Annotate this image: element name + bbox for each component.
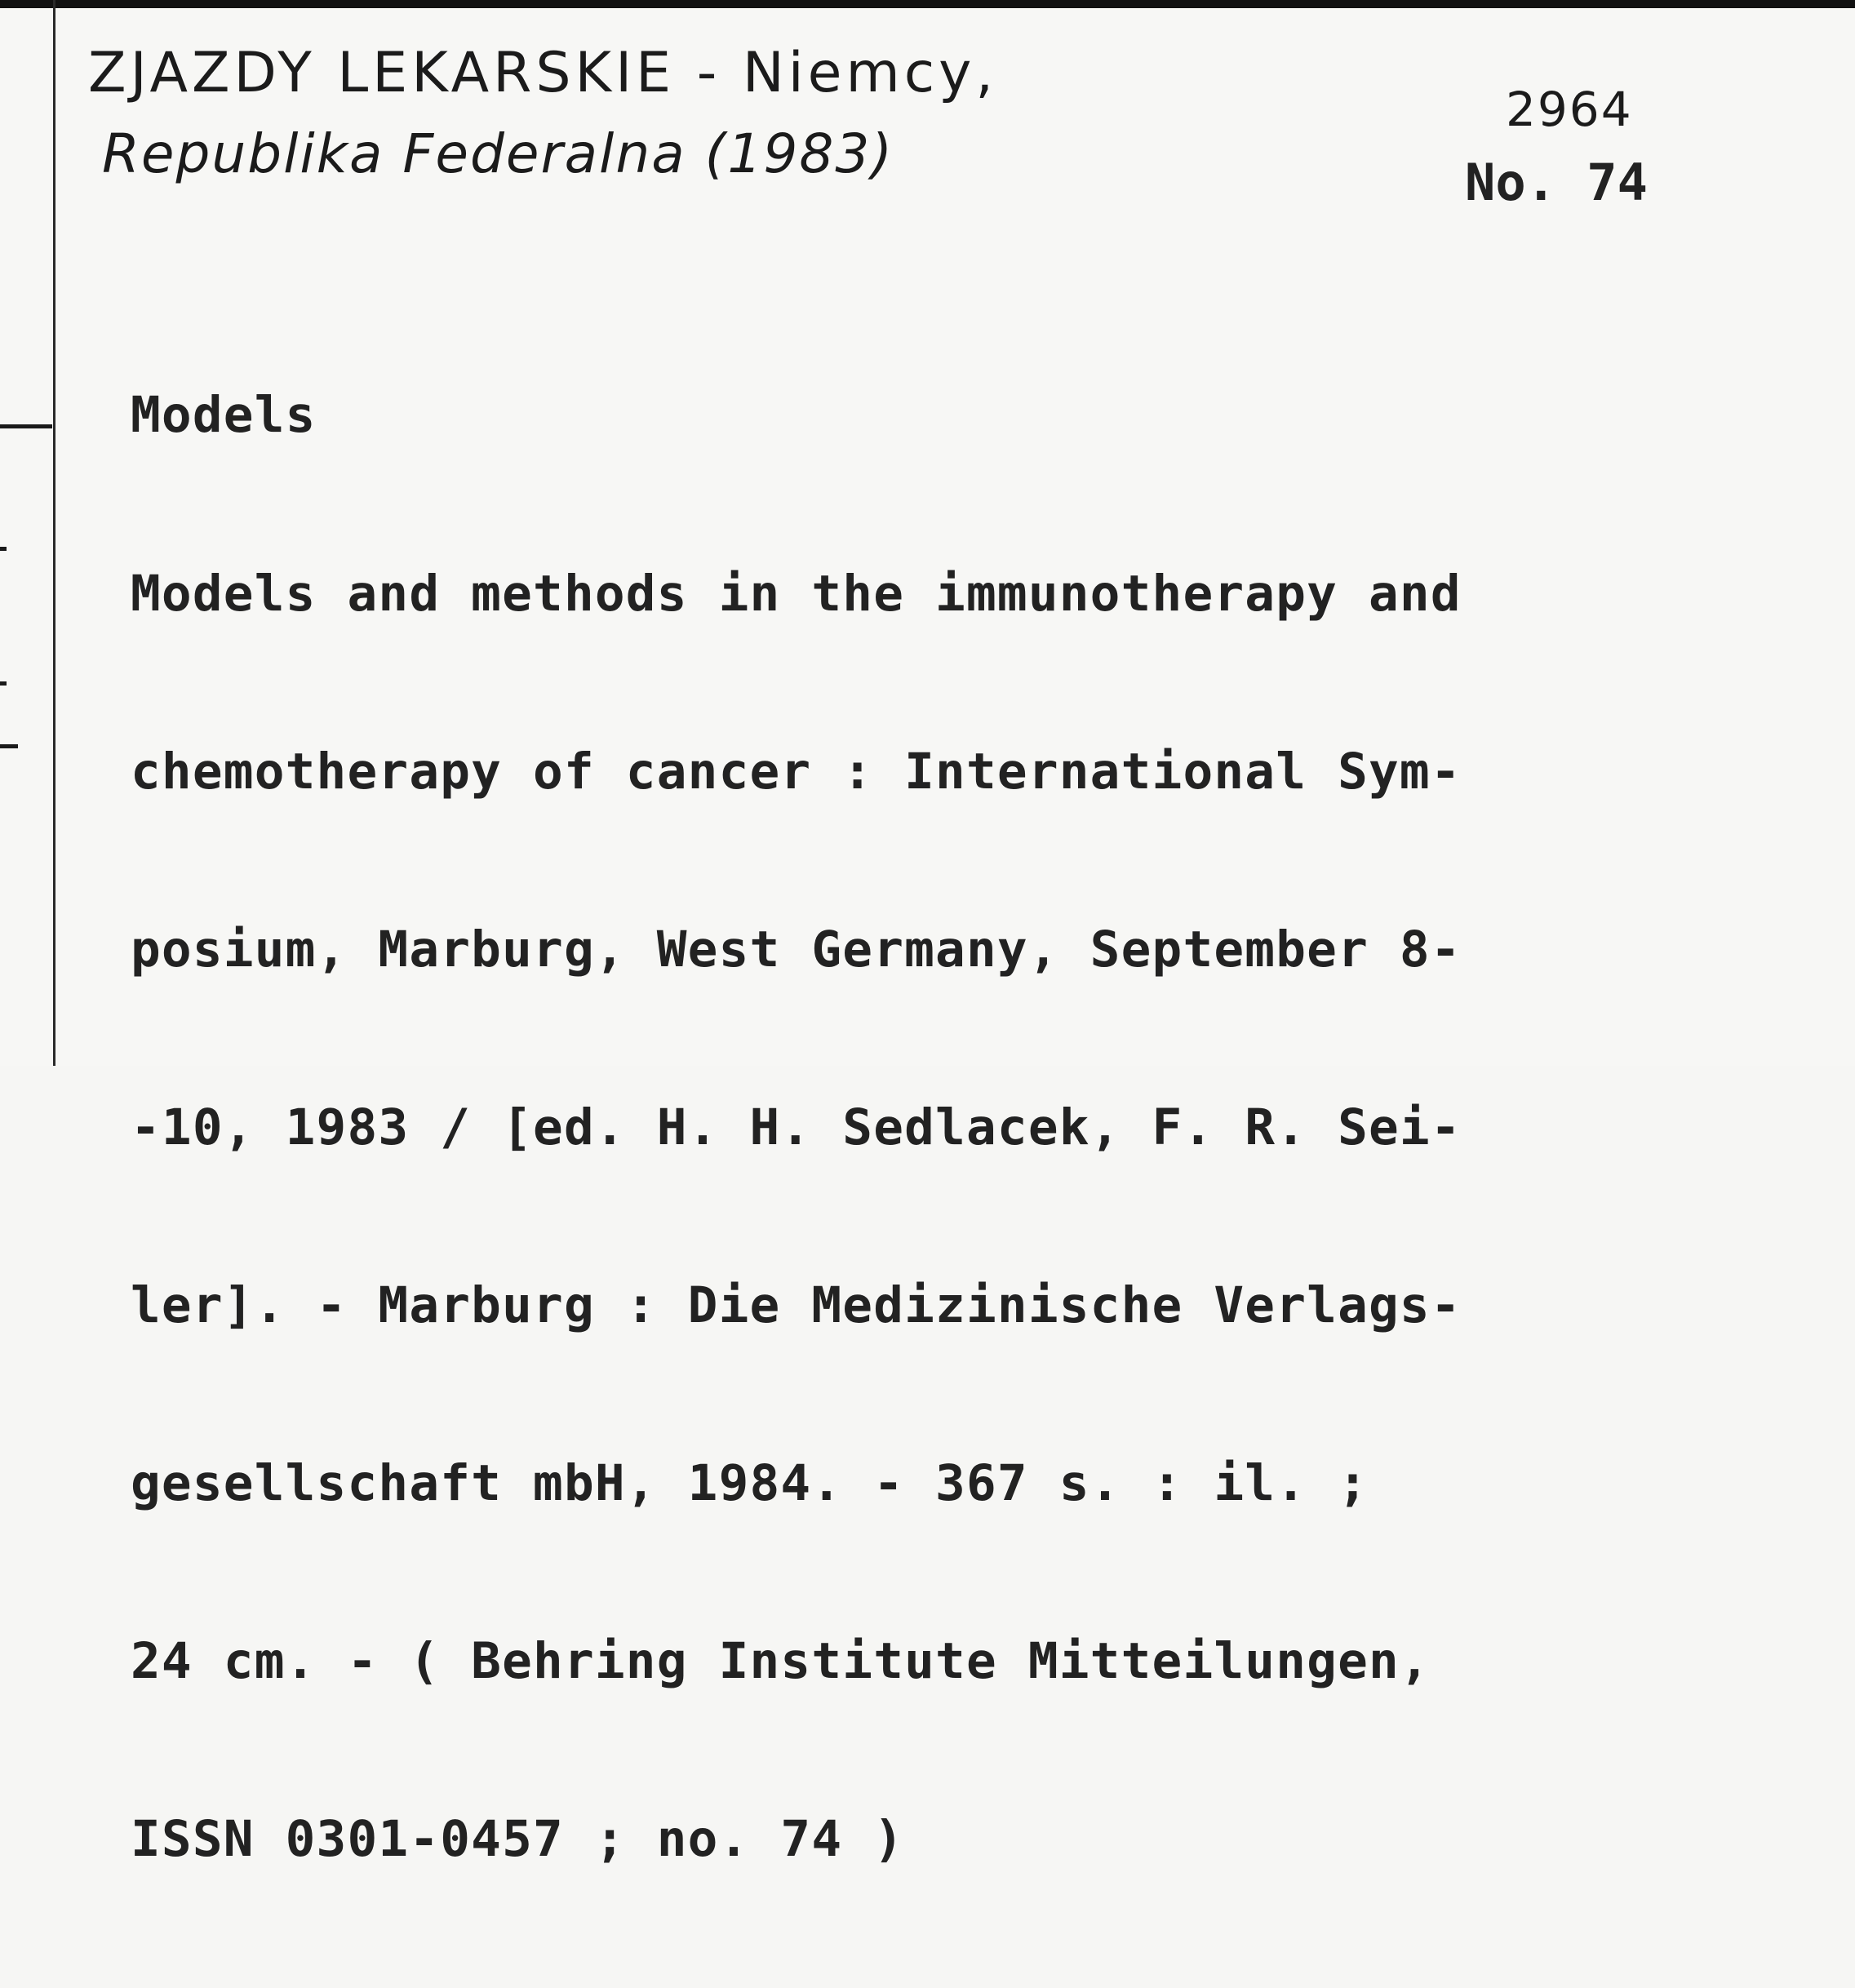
entry-line: 24 cm. - ( Behring Institute Mitteilungen,	[131, 1632, 1431, 1691]
entry-line: chemotherapy of cancer : International Sym-	[131, 742, 1462, 801]
card-margin-line	[53, 0, 55, 1066]
margin-tick-mark	[0, 681, 7, 686]
accession-number: 2964	[1506, 82, 1633, 137]
entry-line: -10, 1983 / [ed. H. H. Sedlacek, F. R. Sei-	[131, 1098, 1462, 1156]
margin-tick-mark	[0, 424, 52, 428]
entry-line: posium, Marburg, West Germany, September 8-	[131, 920, 1462, 978]
entry-line: ler]. - Marburg : Die Medizinische Verlags-	[131, 1276, 1462, 1334]
entry-line: gesellschaft mbH, 1984. - 367 s. : il. ;	[131, 1453, 1369, 1512]
subject-heading-line-2: Republika Federalna (1983)	[102, 122, 894, 185]
entry-line: ISSN 0301-0457 ; no. 74 )	[131, 1810, 905, 1869]
bibliographic-entry	[131, 268, 1462, 1988]
subject-heading-line-1: ZJAZDY LEKARSKIE - Niemcy,	[88, 41, 997, 105]
volume-number: No. 74	[1465, 153, 1648, 212]
card-top-edge	[0, 0, 1855, 8]
entry-title-short: Models	[131, 386, 317, 445]
margin-tick-mark	[0, 547, 7, 551]
entry-line: Models and methods in the immunotherapy and	[131, 564, 1462, 623]
margin-tick-mark	[0, 744, 18, 748]
